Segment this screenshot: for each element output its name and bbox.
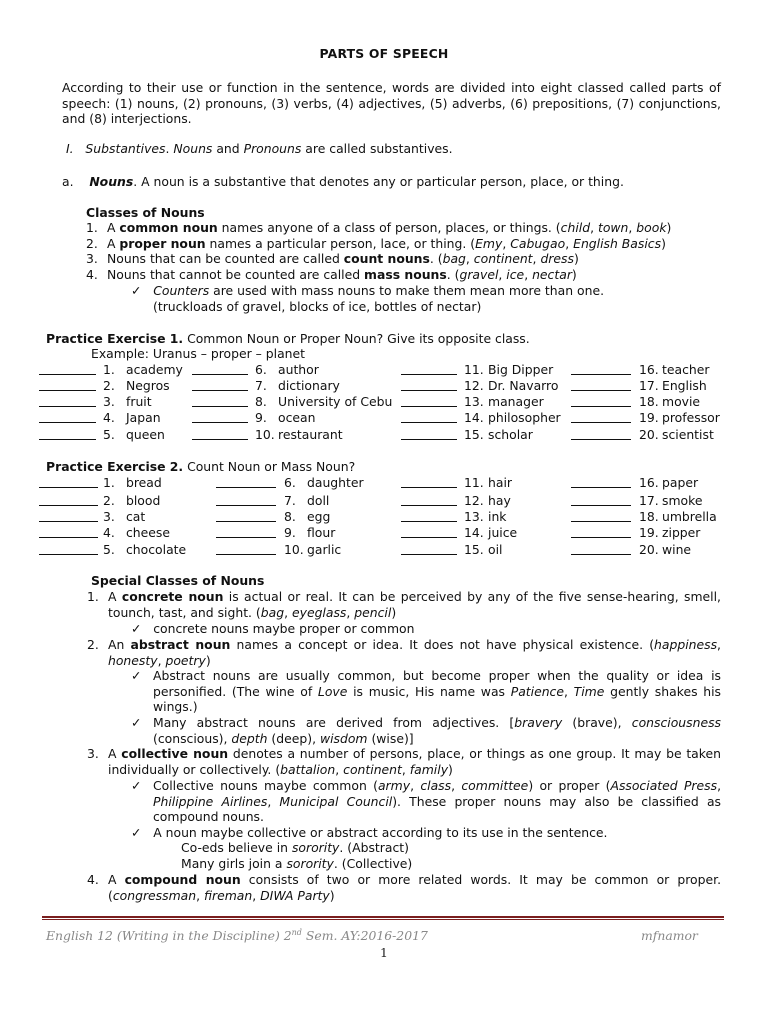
footer-divider-thin <box>42 919 724 920</box>
answer-blank[interactable] <box>39 509 98 522</box>
item-number: 17. <box>639 493 659 508</box>
item-number: 5. <box>103 427 115 442</box>
answer-blank[interactable] <box>401 525 457 538</box>
answer-blank[interactable] <box>571 525 631 538</box>
footer-author: mfnamor <box>641 928 698 943</box>
item-word: smoke <box>662 493 703 508</box>
answer-blank[interactable] <box>192 394 248 407</box>
answer-blank[interactable] <box>571 475 631 488</box>
item-word: Negros <box>126 378 170 393</box>
answer-blank[interactable] <box>571 394 631 407</box>
answer-blank[interactable] <box>216 542 276 555</box>
item-number: 11. <box>464 475 484 490</box>
item-word: egg <box>307 509 331 524</box>
answer-blank[interactable] <box>571 493 631 506</box>
answer-blank[interactable] <box>39 378 96 391</box>
answer-blank[interactable] <box>216 509 276 522</box>
item-number: 2. <box>103 378 115 393</box>
class-number: 3. <box>86 251 98 266</box>
item-number: 6. <box>284 475 296 490</box>
answer-blank[interactable] <box>216 493 276 506</box>
intro-paragraph: According to their use or function in the sentence, words are divided into eight classed called parts of speech: (1) nouns, (2) pronouns, (3) verbs, (4) adjectives, (5) adverbs, (6) prepositions, (7) conjunctions, and (8) interjections. <box>62 80 721 127</box>
item-word: queen <box>126 427 165 442</box>
item-word: Big Dipper <box>488 362 554 377</box>
answer-blank[interactable] <box>216 475 276 488</box>
answer-blank[interactable] <box>192 362 248 375</box>
item-word: University of Cebu <box>278 394 393 409</box>
item-word: academy <box>126 362 183 377</box>
item-word: garlic <box>307 542 342 557</box>
item-word: ocean <box>278 410 316 425</box>
item-word: philosopher <box>488 410 561 425</box>
item-number: 10. <box>284 542 304 557</box>
class-number: 1. <box>86 220 98 235</box>
collective-note-1: Collective nouns maybe common (army, class, committee) or proper (Associated Press, Philippine Airlines, Municipal Council). These proper nouns may also be classified as compound nouns. <box>153 778 722 825</box>
answer-blank[interactable] <box>401 410 457 423</box>
item-word: umbrella <box>662 509 717 524</box>
answer-blank[interactable] <box>571 509 631 522</box>
item-word: juice <box>488 525 518 540</box>
item-word: cheese <box>126 525 170 540</box>
checkmark-icon: ✓ <box>131 825 142 840</box>
class-number: 4. <box>86 267 98 282</box>
item-number: 6. <box>255 362 267 377</box>
class-item: A proper noun names a particular person, lace, or thing. (Emy, Cabugao, English Basics) <box>107 236 666 251</box>
answer-blank[interactable] <box>401 509 457 522</box>
answer-blank[interactable] <box>571 542 631 555</box>
checkmark-icon: ✓ <box>131 715 142 730</box>
item-number: 20. <box>639 542 659 557</box>
item-number: 20. <box>639 427 659 442</box>
checkmark-icon: ✓ <box>131 668 142 683</box>
item-number: 3. <box>103 509 115 524</box>
item-word: zipper <box>662 525 701 540</box>
special-classes-heading: Special Classes of Nouns <box>91 573 265 588</box>
section-substantives: I. Substantives. Nouns and Pronouns are called substantives. <box>66 141 453 156</box>
answer-blank[interactable] <box>401 378 457 391</box>
collective-noun-definition: A collective noun denotes a number of persons, place, or things as one group. It may be taken individually or collectively. (battalion, continent, family) <box>108 746 721 777</box>
item-number: 5. <box>103 542 115 557</box>
item-number: 18. <box>639 394 659 409</box>
item-number: 1. <box>103 475 115 490</box>
checkmark-icon: ✓ <box>131 778 142 793</box>
collective-example-collective: Many girls join a sorority. (Collective) <box>181 856 413 871</box>
footer-course: English 12 (Writing in the Discipline) 2nd Sem. AY:2016-2017 <box>46 927 428 943</box>
answer-blank[interactable] <box>192 378 248 391</box>
item-number: 16. <box>639 475 659 490</box>
class-item: Nouns that cannot be counted are called mass nouns. (gravel, ice, nectar) <box>107 267 577 282</box>
exercise2-heading: Practice Exercise 2. Count Noun or Mass Noun? <box>46 459 356 474</box>
answer-blank[interactable] <box>39 493 98 506</box>
item-number: 9. <box>255 410 267 425</box>
class-item: A common noun names anyone of a class of person, places, or things. (child, town, book) <box>107 220 672 235</box>
answer-blank[interactable] <box>39 394 96 407</box>
answer-blank[interactable] <box>39 525 98 538</box>
special-item-number: 1. <box>87 589 99 604</box>
item-word: fruit <box>126 394 152 409</box>
item-word: restaurant <box>278 427 343 442</box>
answer-blank[interactable] <box>401 394 457 407</box>
item-word: dictionary <box>278 378 340 393</box>
collective-note-2: ✓ A noun maybe collective or abstract according to its use in the sentence. <box>131 825 608 840</box>
item-number: 16. <box>639 362 659 377</box>
counters-note: ✓ Counters are used with mass nouns to make them mean more than one. <box>131 283 605 298</box>
item-number: 7. <box>255 378 267 393</box>
item-number: 8. <box>255 394 267 409</box>
special-item-number: 4. <box>87 872 99 887</box>
class-item: Nouns that can be counted are called count nouns. (bag, continent, dress) <box>107 251 579 266</box>
item-word: scientist <box>662 427 714 442</box>
class-number: 2. <box>86 236 98 251</box>
answer-blank[interactable] <box>216 525 276 538</box>
abstract-note-1: Abstract nouns are usually common, but become proper when the quality or idea is personified. (The wine of Love is music, His name was Patience, Time gently shakes his wings.) <box>153 668 721 715</box>
collective-example-abstract: Co-eds believe in sorority. (Abstract) <box>181 840 409 855</box>
item-number: 3. <box>103 394 115 409</box>
item-number: 14. <box>464 410 484 425</box>
item-word: manager <box>488 394 544 409</box>
item-word: Dr. Navarro <box>488 378 559 393</box>
item-word: bread <box>126 475 162 490</box>
page-number: 1 <box>380 945 388 960</box>
item-number: 9. <box>284 525 296 540</box>
item-word: author <box>278 362 319 377</box>
item-number: 8. <box>284 509 296 524</box>
item-number: 19. <box>639 410 659 425</box>
item-number: 19. <box>639 525 659 540</box>
item-word: flour <box>307 525 336 540</box>
section-nouns: a. Nouns. A noun is a substantive that denotes any or particular person, place, or thing. <box>62 174 624 189</box>
answer-blank[interactable] <box>571 378 631 391</box>
item-number: 17. <box>639 378 659 393</box>
item-number: 15. <box>464 542 484 557</box>
exercise1-heading: Practice Exercise 1. Common Noun or Proper Noun? Give its opposite class. <box>46 331 530 346</box>
answer-blank[interactable] <box>39 427 96 440</box>
answer-blank[interactable] <box>571 427 631 440</box>
item-number: 2. <box>103 493 115 508</box>
item-word: professor <box>662 410 720 425</box>
item-word: wine <box>662 542 692 557</box>
item-number: 10. <box>255 427 275 442</box>
item-word: scholar <box>488 427 533 442</box>
answer-blank[interactable] <box>401 475 457 488</box>
item-word: chocolate <box>126 542 187 557</box>
item-number: 1. <box>103 362 115 377</box>
footer-divider <box>42 916 724 918</box>
item-word: hair <box>488 475 512 490</box>
answer-blank[interactable] <box>192 410 248 423</box>
item-word: cat <box>126 509 146 524</box>
item-number: 13. <box>464 394 484 409</box>
answer-blank[interactable] <box>571 362 631 375</box>
item-word: doll <box>307 493 330 508</box>
answer-blank[interactable] <box>401 542 457 555</box>
item-word: teacher <box>662 362 710 377</box>
classes-heading: Classes of Nouns <box>86 205 205 220</box>
item-word: hay <box>488 493 511 508</box>
item-number: 18. <box>639 509 659 524</box>
item-word: movie <box>662 394 701 409</box>
item-number: 12. <box>464 493 484 508</box>
item-number: 14. <box>464 525 484 540</box>
answer-blank[interactable] <box>401 362 457 375</box>
answer-blank[interactable] <box>39 475 98 488</box>
page-title: PARTS OF SPEECH <box>319 46 449 61</box>
item-number: 11. <box>464 362 484 377</box>
special-item-number: 3. <box>87 746 99 761</box>
item-number: 4. <box>103 525 115 540</box>
answer-blank[interactable] <box>401 427 457 440</box>
answer-blank[interactable] <box>571 410 631 423</box>
item-word: Japan <box>126 410 161 425</box>
compound-noun-definition: A compound noun consists of two or more related words. It may be common or proper. (congressman, fireman, DIWA Party) <box>108 872 722 903</box>
item-number: 15. <box>464 427 484 442</box>
item-word: paper <box>662 475 699 490</box>
answer-blank[interactable] <box>39 410 96 423</box>
item-word: blood <box>126 493 161 508</box>
checkmark-icon: ✓ <box>131 621 142 636</box>
item-number: 4. <box>103 410 115 425</box>
item-word: English <box>662 378 707 393</box>
item-word: oil <box>488 542 503 557</box>
item-number: 13. <box>464 509 484 524</box>
answer-blank[interactable] <box>401 493 457 506</box>
item-word: ink <box>488 509 507 524</box>
counters-examples: (truckloads of gravel, blocks of ice, bottles of nectar) <box>153 299 482 314</box>
special-item-number: 2. <box>87 637 99 652</box>
answer-blank[interactable] <box>192 427 248 440</box>
answer-blank[interactable] <box>39 362 96 375</box>
item-number: 7. <box>284 493 296 508</box>
answer-blank[interactable] <box>39 542 98 555</box>
item-word: daughter <box>307 475 364 490</box>
exercise1-example: Example: Uranus – proper – planet <box>91 346 306 361</box>
checkmark-icon: ✓ <box>131 283 142 298</box>
item-number: 12. <box>464 378 484 393</box>
concrete-note: ✓ concrete nouns maybe proper or common <box>131 621 415 636</box>
abstract-note-2: Many abstract nouns are derived from adjectives. [bravery (brave), consciousness (conscious), depth (deep), wisdom (wise)] <box>153 715 721 746</box>
abstract-noun-definition: An abstract noun names a concept or idea. It does not have physical existence. (happiness, honesty, poetry) <box>108 637 721 668</box>
concrete-noun-definition: A concrete noun is actual or real. It can be perceived by any of the five sense-hearing, smell, tounch, tast, and sight. (bag, eyeglass, pencil) <box>108 589 721 620</box>
